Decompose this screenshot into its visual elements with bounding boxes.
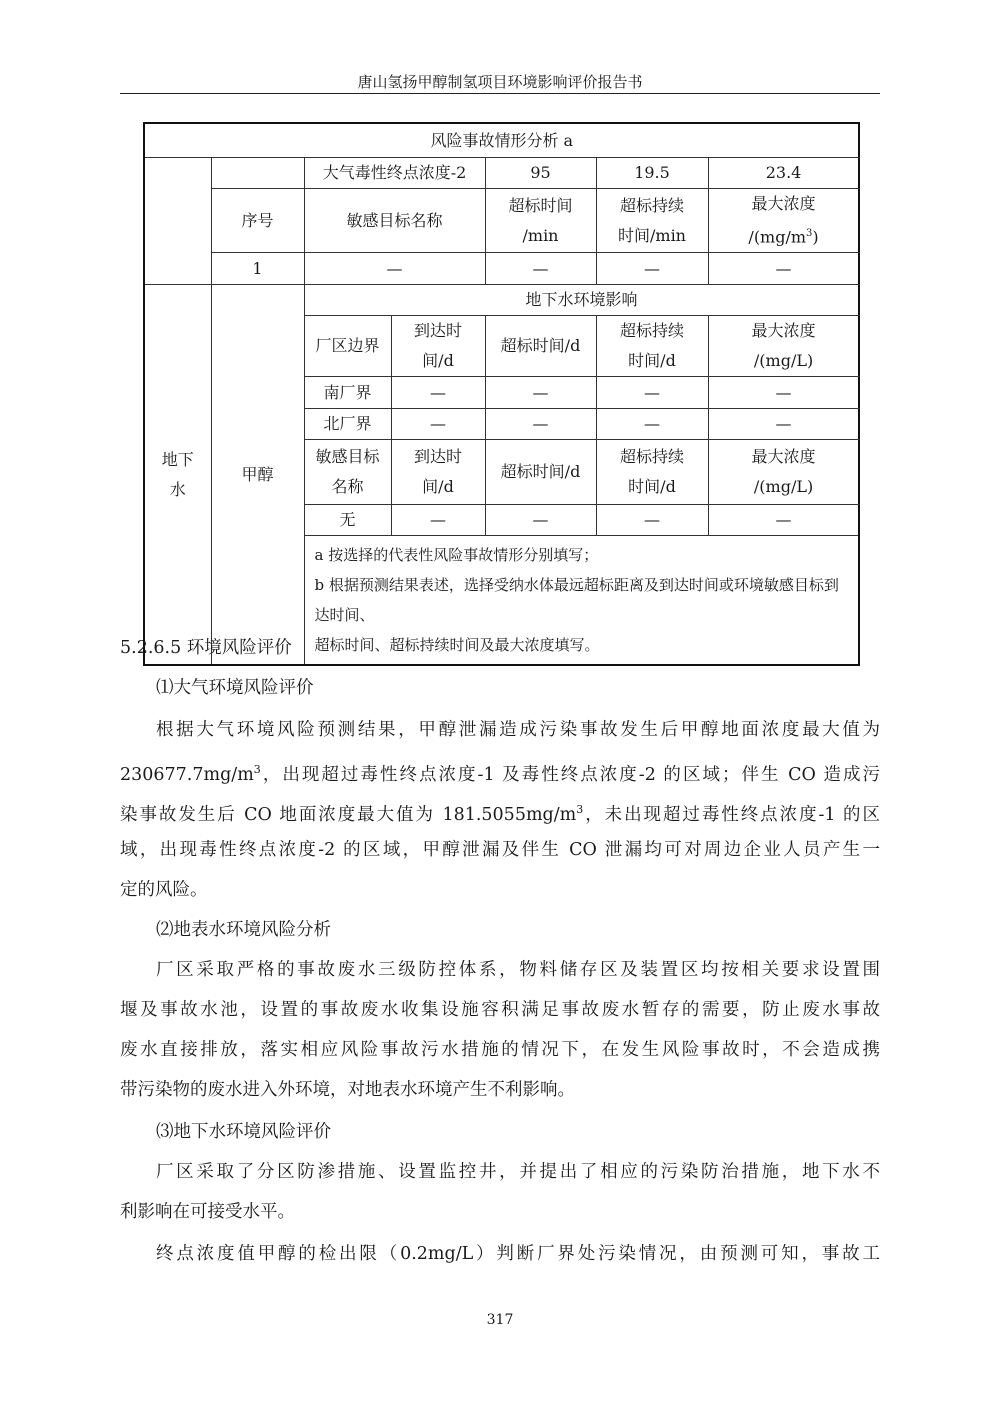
gw-row-south-exceed-duration: — <box>596 377 708 409</box>
gw-header-max-conc: 最大浓度 /(mg/L) <box>708 316 859 377</box>
section-heading: 5.2.6.5 环境风险评价 <box>120 638 292 658</box>
paragraph-line: 终点浓度值甲醇的检出限（0.2mg/L）判断厂界处污染情况，由预测可知，事故工 <box>156 1244 880 1264</box>
gw-header-exceed-time: 超标时间/d <box>485 316 596 377</box>
paragraph-line: 染事故发生后 CO 地面浓度最大值为 $181.5055mg/m^3$，未出现超过毒性终点浓度-1 的区 <box>120 803 881 825</box>
paragraph-line: 定的风险。 <box>120 880 208 900</box>
atmos-blank-cell-2 <box>211 158 304 189</box>
atmos-row-max-conc: — <box>708 253 859 285</box>
gw-header-target-exceed-duration: 超标持续 时间/d <box>596 440 708 505</box>
paragraph-line: 废水直接排放，落实相应风险事故污水措施的情况下，在发生风险事故时，不会造成携 <box>120 1040 880 1060</box>
paragraph-line: 堰及事故水池，设置的事故废水收集设施容积满足事故废水暂存的需要，防止废水事故 <box>120 1000 880 1020</box>
table-note-b-cont: 超标时间、超标持续时间及最大浓度填写。 <box>314 636 600 655</box>
atmos-row-target: — <box>304 253 485 285</box>
col-header-exceed-duration: 超标持续 时间/min <box>596 189 708 253</box>
gw-row-south-arrival: — <box>391 377 485 409</box>
subheading-atmosphere: ⑴大气环境风险评价 <box>156 678 314 698</box>
atmos-row-exceed-time: — <box>485 253 596 285</box>
paragraph-line: 厂区采取严格的事故废水三级防控体系，物料储存区及装置区均按相关要求设置围 <box>156 960 880 980</box>
paragraph-line: $230677.7mg/m^3$，出现超过毒性终点浓度-1 及毒性终点浓度-2 的区域；伴生 CO 造成污 <box>120 763 880 785</box>
gw-row-north-arrival: — <box>391 409 485 440</box>
gw-header-target-exceed-time: 超标时间/d <box>485 440 596 505</box>
groundwater-category: 地下 水 <box>144 285 211 666</box>
gw-target-row-exceed-time: — <box>485 505 596 536</box>
atmos-value-3: 23.4 <box>708 158 859 189</box>
gw-row-south-max-conc: — <box>708 377 859 409</box>
gw-target-row-arrival: — <box>391 505 485 536</box>
page-header: 唐山氢扬甲醇制氢项目环境影响评价报告书 <box>357 73 643 91</box>
paragraph-line: 厂区采取了分区防渗措施、设置监控井，并提出了相应的污染防治措施，地下水不 <box>156 1162 880 1182</box>
gw-row-south-name: 南厂界 <box>304 377 391 409</box>
col-header-max-conc: 最大浓度 $/(mg/m^3)$ <box>708 189 859 253</box>
table-note-a: a 按选择的代表性风险事故情形分别填写； <box>314 546 599 565</box>
atmos-row-index: 1 <box>211 253 304 285</box>
groundwater-substance: 甲醇 <box>211 285 304 666</box>
gw-header-exceed-duration: 超标持续 时间/d <box>596 316 708 377</box>
gw-header-arrival: 到达时 间/d <box>391 316 485 377</box>
paragraph-line: 根据大气环境风险预测结果，甲醇泄漏造成污染事故发生后甲醇地面浓度最大值为 <box>156 720 880 740</box>
col-header-target: 敏感目标名称 <box>304 189 485 253</box>
col-header-exceed-time-unit: /min <box>522 225 559 245</box>
gw-header-target-max-conc: 最大浓度 /(mg/L) <box>708 440 859 505</box>
atmos-value-2: 19.5 <box>596 158 708 189</box>
table-title: 风险事故情形分析 a <box>144 123 859 158</box>
gw-target-row-max-conc: — <box>708 505 859 536</box>
col-header-exceed-time: 超标时间 /min <box>485 189 596 253</box>
gw-row-south-exceed-time: — <box>485 377 596 409</box>
gw-target-row-exceed-duration: — <box>596 505 708 536</box>
col-header-index: 序号 <box>211 189 304 253</box>
atmos-row-label: 大气毒性终点浓度-2 <box>304 158 485 189</box>
atmos-row-exceed-duration: — <box>596 253 708 285</box>
paragraph-line: 域，出现毒性终点浓度-2 的区域，甲醇泄漏及伴生 CO 泄漏均可对周边企业人员产生一 <box>120 840 880 860</box>
paragraph-line: 利影响在可接受水平。 <box>120 1202 295 1222</box>
groundwater-subtitle: 地下水环境影响 <box>304 285 859 316</box>
subheading-groundwater: ⑶地下水环境风险评价 <box>156 1122 331 1142</box>
gw-header-target-arrival: 到达时 间/d <box>391 440 485 505</box>
atmos-blank-cell <box>144 158 211 285</box>
table-note-b: b 根据预测结果表述，选择受纳水体最远超标距离及到达时间或环境敏感目标到达时间、 <box>314 576 839 625</box>
gw-header-boundary: 厂区边界 <box>304 316 391 377</box>
gw-row-north-exceed-duration: — <box>596 409 708 440</box>
gw-target-row-name: 无 <box>304 505 391 536</box>
subheading-surface-water: ⑵地表水环境风险分析 <box>156 920 331 940</box>
paragraph-line: 带污染物的废水进入外环境，对地表水环境产生不利影响。 <box>120 1080 575 1100</box>
gw-row-north-exceed-time: — <box>485 409 596 440</box>
gw-row-north-name: 北厂界 <box>304 409 391 440</box>
atmos-value-1: 95 <box>485 158 596 189</box>
risk-scenario-table <box>143 122 860 666</box>
page-number: 317 <box>486 1312 514 1328</box>
gw-header-target: 敏感目标 名称 <box>304 440 391 505</box>
gw-row-north-max-conc: — <box>708 409 859 440</box>
header-rule <box>120 93 880 94</box>
body-text <box>120 628 880 1268</box>
